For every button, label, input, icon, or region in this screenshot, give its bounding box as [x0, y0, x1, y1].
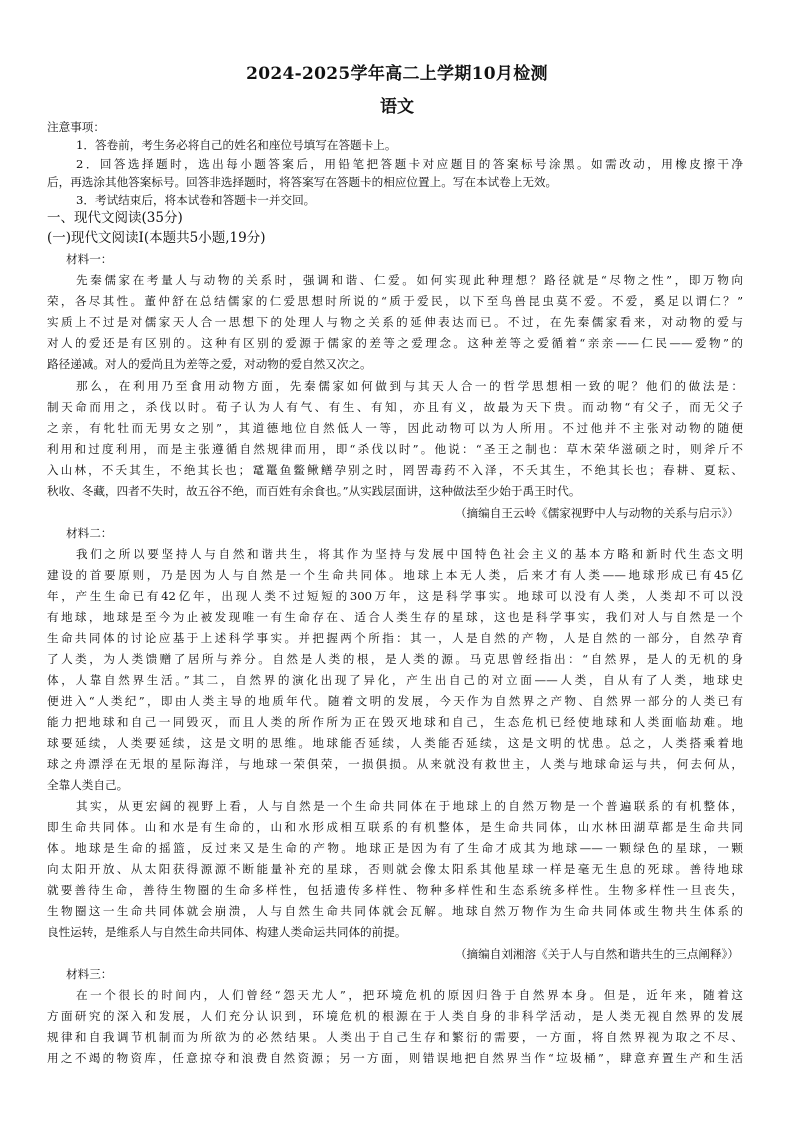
paragraph-line: 利用和过度利用，而是主张遵循自然规律而用，即“杀伐以时”。他说：“圣王之制也：草木荣华滋硕之时，则斧斤不: [47, 442, 743, 456]
paragraph-line: 有地球，地球是至今为止被发现唯一有生命存在、适合人类生存的星球，这也是科学事实，我们对人与自然是一个: [47, 610, 743, 624]
material-label: 材料二：: [66, 526, 113, 540]
section-subheading: (一)现代文阅读Ⅰ(本题共5小题,19分): [47, 230, 266, 246]
paragraph-line: 对人的爱还是有区别的。这种有区别的爱源于儒家的差等之爱理念。这种差等之爱循着“亲亲——仁民——爱物”的: [47, 336, 743, 350]
paragraph-line: 规律和自我调节机制而为所欲为的必然结果。人类出于自己生存和繁衍的需要，一方面，将自然界视为取之不尽、: [47, 1030, 743, 1044]
paragraph-line: 建设的首要原则，乃是因为人与自然是一个生命共同体。地球上本无人类，后来才有人类——地球形成已有45亿: [47, 568, 743, 582]
paragraph-line: 之亲，有牝牡而无男女之别”，其道德地位自然低人一等，因此动物可以为人所用。不过他并不主张对动物的随便: [47, 421, 743, 435]
paragraph-line: 制天命而用之，杀伐以时。荀子认为人有气、有生、有知，亦且有义，故最为天下贵。而动物“有父子，而无父子: [47, 400, 743, 414]
paragraph-line: 生命共同体的讨论应基于上述科学事实。并把握两个所指：其一，人是自然的产物，人是自然的一部分，自然孕育: [47, 631, 743, 645]
paragraph-line: 球要延续，人类要延续，这是文明的思维。地球能否延续，人类能否延续，这是文明的忧患。总之，人类搭乘着地: [47, 736, 743, 750]
paragraph-line: 在一个很长的时间内，人们曾经“怨天尤人”，把环境危机的原因归咎于自然界本身。但是，近年来，随着这: [76, 988, 743, 1002]
paragraph-line: 路径递减。对人的爱尚且为差等之爱，对动物的爱自然又次之。: [47, 357, 372, 371]
paragraph-line: 我们之所以要坚持人与自然和谐共生，将其作为坚持与发展中国特色社会主义的基本方略和新时代生态文明: [76, 547, 743, 561]
paragraph-line: 入山林，不夭其生，不绝其长也；鼋鼍鱼鳖鳅鳝孕别之时，罔罟毒药不入泽，不夭其生，不绝其长也；春耕、夏耘、: [47, 463, 743, 477]
notice-line: 2．回答选择题时，选出每小题答案后，用铅笔把答题卡对应题目的答案标号涂黑。如需改动，用橡皮擦干净: [76, 157, 743, 171]
paragraph-line: 了人类，为人类馈赠了居所与养分。自然是人类的根，是人类的源。马克思曾经指出：“自然界，是人的无机的身: [47, 652, 743, 666]
notice-heading: 注意事项：: [47, 120, 105, 134]
source-citation: （摘编自刘湘溶《关于人与自然和谐共生的三点阐释》）: [454, 947, 739, 961]
paragraph-line: 秋收、冬藏，四者不失时，故五谷不绝，而百姓有余食也。”从实践层面讲，这种做法至少始于禹王时代。: [47, 484, 581, 498]
material-label: 材料一：: [66, 252, 113, 266]
paragraph-line: 先秦儒家在考量人与动物的关系时，强调和谐、仁爱。如何实现此种理想？路径就是“尽物之性”，即万物向: [76, 273, 743, 287]
paragraph-line: 就要善待生命，善待生物圈的生命多样性，包括遗传多样性、物种多样性和生态系统多样性。生物多样性一旦丧失，: [47, 883, 743, 897]
paragraph-line: 那么，在利用乃至食用动物方面，先秦儒家如何做到与其天人合一的哲学思想相一致的呢？他们的做法是：: [76, 379, 743, 393]
paragraph-line: 年，产生生命已有42亿年，出现人类不过短短的300万年，这是科学事实。地球可以没有人类，人类却不可以没: [47, 589, 743, 603]
paragraph-line: 体。地球是生命的摇篮，反过来又是生命的产物。地球正是因为有了生命才成其为地球——一颗绿色的星球，一颗: [47, 841, 743, 855]
paragraph-line: 体，人靠自然界生活。”其二，自然界的演化出现了异化，产生出自己的对立面——人类，自从有了人类，地球史: [47, 673, 743, 687]
paragraph-line: 球之舟漂浮在无垠的星际海洋，与地球一荣俱荣，一损俱损。从来就没有救世主，人类与地球命运与共，何去何从，: [47, 757, 743, 771]
paragraph-line: 即生命共同体。山和水是有生命的，山和水形成相互联系的有机整体，是生命共同体，山水林田湖草都是生命共同: [47, 820, 743, 834]
notice-line: 后，再选涂其他答案标号。回答非选择题时，将答案写在答题卡的相应位置上。写在本试卷上无效。: [47, 175, 558, 189]
material-label: 材料三：: [66, 967, 113, 981]
exam-title: 2024-2025学年高二上学期10月检测: [246, 64, 548, 84]
paragraph-line: 荣，各尽其性。董仲舒在总结儒家的仁爱思想时所说的“质于爱民，以下至鸟兽昆虫莫不爱。不爱，奚足以谓仁？”: [47, 294, 743, 308]
subject-title: 语文: [380, 97, 414, 117]
source-citation: （摘编自王云岭《儒家视野中人与动物的关系与启示》）: [454, 506, 739, 520]
paragraph-line: 用之不竭的物资库，任意掠夺和浪费自然资源；另一方面，则错误地把自然界当作“垃圾桶”，肆意弃置生产和生活: [47, 1051, 743, 1065]
paragraph-line: 便进入“人类纪”，即由人类主导的地质年代。随着文明的发展，今天作为自然界之产物、自然界一部分的人类已有: [47, 694, 743, 708]
paragraph-line: 能力把地球和自己一同毁灭，而且人类的所作所为正在毁灭地球和自己，生态危机已经使地球和人类面临劫难。地: [47, 715, 743, 729]
notice-line: 3．考试结束后，将本试卷和答题卡一并交回。: [76, 193, 316, 207]
paragraph-line: 实质上不过是对儒家天人合一思想下的处理人与物之关系的延伸表达而已。不过，在先秦儒家看来，对动物的爱与: [47, 315, 743, 329]
paragraph-line: 方面研究的深入和发展，人们充分认识到，环境危机的根源在于人类自身的非科学活动，是人类无视自然界的发展: [47, 1009, 743, 1023]
paragraph-line: 向太阳开放、从太阳获得源源不断能量补充的星球，否则就会像太阳系其他星球一样是毫无生息的死球。善待地球: [47, 862, 743, 876]
paragraph-line: 全靠人类自己。: [47, 778, 129, 792]
paragraph-line: 良性运转，是维系人与自然生命共同体、构建人类命运共同体的前提。: [47, 925, 407, 939]
section-heading: 一、现代文阅读(35分): [47, 210, 183, 226]
paragraph-line: 其实，从更宏阔的视野上看，人与自然是一个生命共同体在于地球上的自然万物是一个普遍联系的有机整体，: [76, 799, 743, 813]
paragraph-line: 生物圈这一生命共同体就会崩溃，人与自然生命共同体就会瓦解。地球自然万物作为生命共同体或生物共生体系的: [47, 904, 743, 918]
notice-line: 1．答卷前，考生务必将自己的姓名和座位号填写在答题卡上。: [76, 138, 397, 152]
